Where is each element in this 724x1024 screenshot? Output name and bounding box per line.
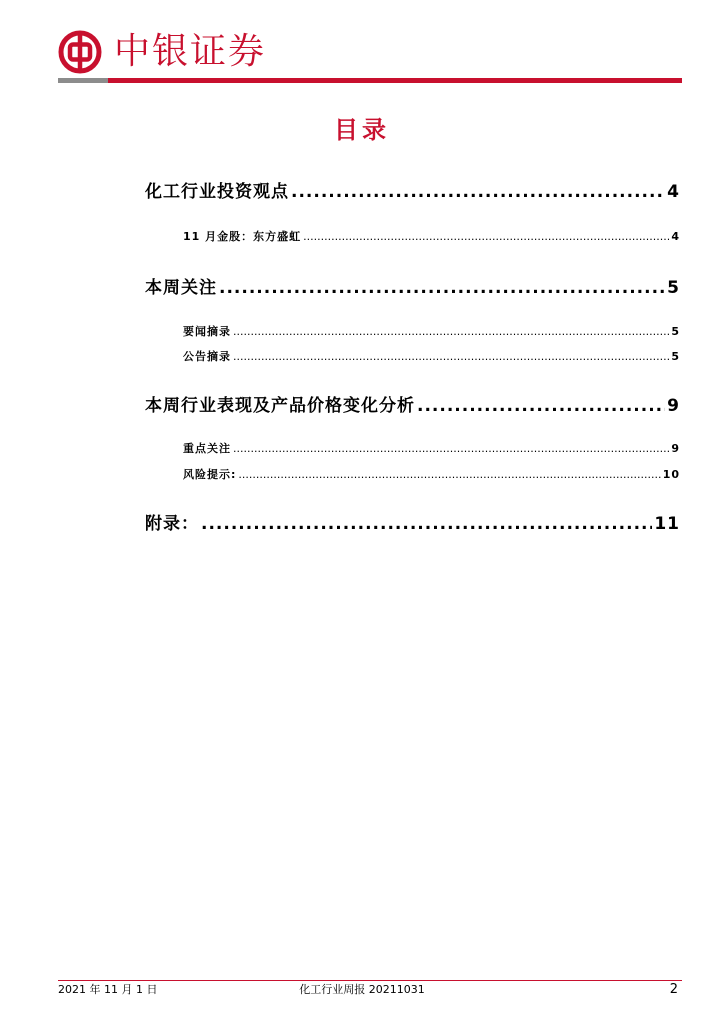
footer-date: 2021 年 11 月 1 日 bbox=[58, 983, 158, 996]
page-header bbox=[58, 28, 682, 80]
toc-entry-label: 风险提示: bbox=[183, 468, 237, 481]
footer-page-number: 2 bbox=[669, 982, 678, 997]
toc-entry-label: 11 月金股：东方盛虹 bbox=[183, 230, 302, 243]
toc-entry-page: 5 bbox=[671, 325, 680, 338]
toc-entry-page: 5 bbox=[667, 278, 680, 298]
toc-entry[interactable] bbox=[183, 349, 680, 365]
toc-entry[interactable] bbox=[183, 324, 680, 340]
header-rule-red bbox=[108, 78, 682, 83]
toc-entry-label: 本周行业表现及产品价格变化分析 bbox=[145, 396, 415, 416]
brand-name: 中银证券 bbox=[114, 31, 267, 72]
toc-entry-label: 公告摘录 bbox=[183, 350, 231, 363]
toc-entry-page: 10 bbox=[662, 468, 680, 481]
toc-entry-label: 化工行业投资观点 bbox=[145, 182, 289, 202]
toc-leader-dots bbox=[291, 180, 665, 204]
toc-entry[interactable] bbox=[145, 512, 680, 536]
toc-entry-page: 4 bbox=[671, 230, 680, 243]
toc-entry-page: 9 bbox=[671, 442, 680, 455]
toc-entry-label: 本周关注 bbox=[145, 278, 217, 298]
header-rule-gray bbox=[58, 78, 108, 83]
toc-leader-dots bbox=[201, 512, 652, 536]
toc-leader-dots bbox=[303, 229, 669, 245]
toc-entry-page: 4 bbox=[667, 182, 680, 202]
footer-report-name: 化工行业周报 20211031 bbox=[299, 983, 425, 996]
toc-entry[interactable] bbox=[145, 276, 680, 300]
toc-entry-page: 9 bbox=[667, 396, 680, 416]
toc-entry-label: 附录： bbox=[145, 514, 199, 534]
toc-entry-label: 重点关注 bbox=[183, 442, 231, 455]
toc-entry[interactable] bbox=[183, 229, 680, 245]
toc-title: 目录 bbox=[334, 116, 390, 144]
toc-entry[interactable] bbox=[183, 467, 680, 483]
toc-entry-page: 5 bbox=[671, 350, 680, 363]
toc-entry[interactable] bbox=[145, 394, 680, 418]
toc-entry[interactable] bbox=[183, 441, 680, 457]
toc-leader-dots bbox=[417, 394, 665, 418]
toc-leader-dots bbox=[233, 441, 669, 457]
toc-entry[interactable] bbox=[145, 180, 680, 204]
footer-rule bbox=[58, 980, 682, 981]
bank-of-china-logo-icon bbox=[58, 30, 102, 74]
toc-entry-label: 要闻摘录 bbox=[183, 325, 231, 338]
toc-leader-dots bbox=[233, 349, 669, 365]
toc-entry-page: 11 bbox=[654, 514, 680, 534]
toc-leader-dots bbox=[219, 276, 665, 300]
toc-leader-dots bbox=[238, 467, 660, 483]
toc-leader-dots bbox=[233, 324, 669, 340]
